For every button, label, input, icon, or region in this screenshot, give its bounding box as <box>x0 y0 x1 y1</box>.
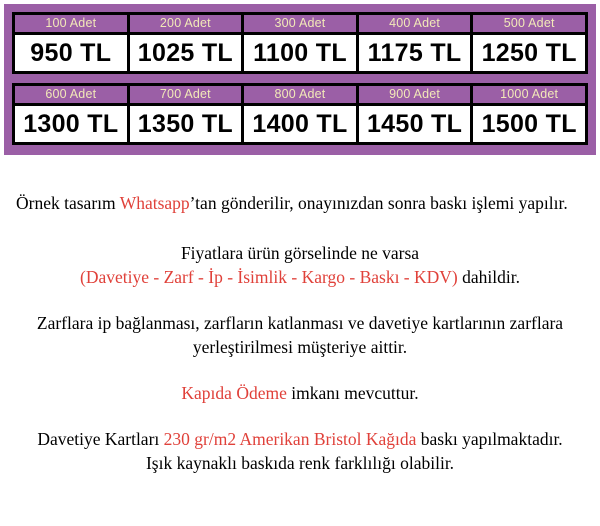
note-highlight: 230 gr/m2 Amerikan Bristol Kağıda <box>163 429 417 449</box>
quantity-label: 500 Adet <box>473 15 585 35</box>
note-text: ’tan gönderilir, onayınızdan sonra baskı işlemi yapılır. <box>189 193 568 213</box>
note-text: dahildir. <box>457 267 520 287</box>
price-cell-400 <box>359 15 474 71</box>
price-value: 1300 TL <box>23 110 119 138</box>
price-list-page <box>0 4 600 526</box>
quantity-label: 1000 Adet <box>473 86 585 106</box>
price-cell-1000 <box>473 86 585 142</box>
quantity-label: 200 Adet <box>130 15 242 35</box>
price-value: 1350 TL <box>137 110 233 138</box>
price-cell-700 <box>130 86 245 142</box>
price-value: 1400 TL <box>252 110 348 138</box>
note-customer-responsibility: Zarflara ip bağlanması, zarfların katlanması ve davetiye kartlarının zarflara yerleştirilmesi müşteriye aittir. <box>36 313 564 357</box>
note-text: baskı yapılmaktadır. <box>416 429 563 449</box>
price-row <box>12 12 588 74</box>
price-value: 1025 TL <box>137 39 233 67</box>
quantity-label: 100 Adet <box>15 15 127 35</box>
price-value: 1175 TL <box>367 39 462 67</box>
quantity-label: 800 Adet <box>244 86 356 106</box>
quantity-label: 400 Adet <box>359 15 471 35</box>
price-value: 1500 TL <box>481 110 577 138</box>
note-highlight: Whatsapp <box>119 193 190 213</box>
note-price-includes <box>10 241 590 289</box>
quantity-label: 300 Adet <box>244 15 356 35</box>
price-row <box>12 83 588 145</box>
price-cell-600 <box>15 86 130 142</box>
note-text: Işık kaynaklı baskıda renk farklılığı olabilir. <box>145 453 455 473</box>
note-text: Davetiye Kartları <box>37 429 164 449</box>
price-cell-900 <box>359 86 474 142</box>
price-value: 1100 TL <box>253 39 347 67</box>
note-text: imkanı mevcuttur. <box>286 383 419 403</box>
price-value: 1250 TL <box>481 39 577 67</box>
note-text: Örnek tasarım <box>16 193 120 213</box>
quantity-label: 900 Adet <box>359 86 471 106</box>
quantity-label: 600 Adet <box>15 86 127 106</box>
quantity-label: 700 Adet <box>130 86 242 106</box>
notes-section <box>0 191 600 475</box>
price-cell-500 <box>473 15 585 71</box>
price-cell-300 <box>244 15 359 71</box>
price-cell-200 <box>130 15 245 71</box>
price-cell-800 <box>244 86 359 142</box>
price-table <box>4 4 596 155</box>
price-cell-100 <box>15 15 130 71</box>
note-text: Fiyatlara ürün görselinde ne varsa <box>180 243 420 263</box>
price-value: 1450 TL <box>366 110 463 138</box>
note-highlight: (Davetiye - Zarf - İp - İsimlik - Kargo - Baskı - KDV) <box>80 267 458 287</box>
note-sample-design <box>10 191 590 215</box>
note-cash-on-delivery <box>10 381 590 405</box>
note-highlight: Kapıda Ödeme <box>181 383 287 403</box>
price-value: 950 TL <box>30 39 112 67</box>
note-paper-type <box>10 427 590 475</box>
